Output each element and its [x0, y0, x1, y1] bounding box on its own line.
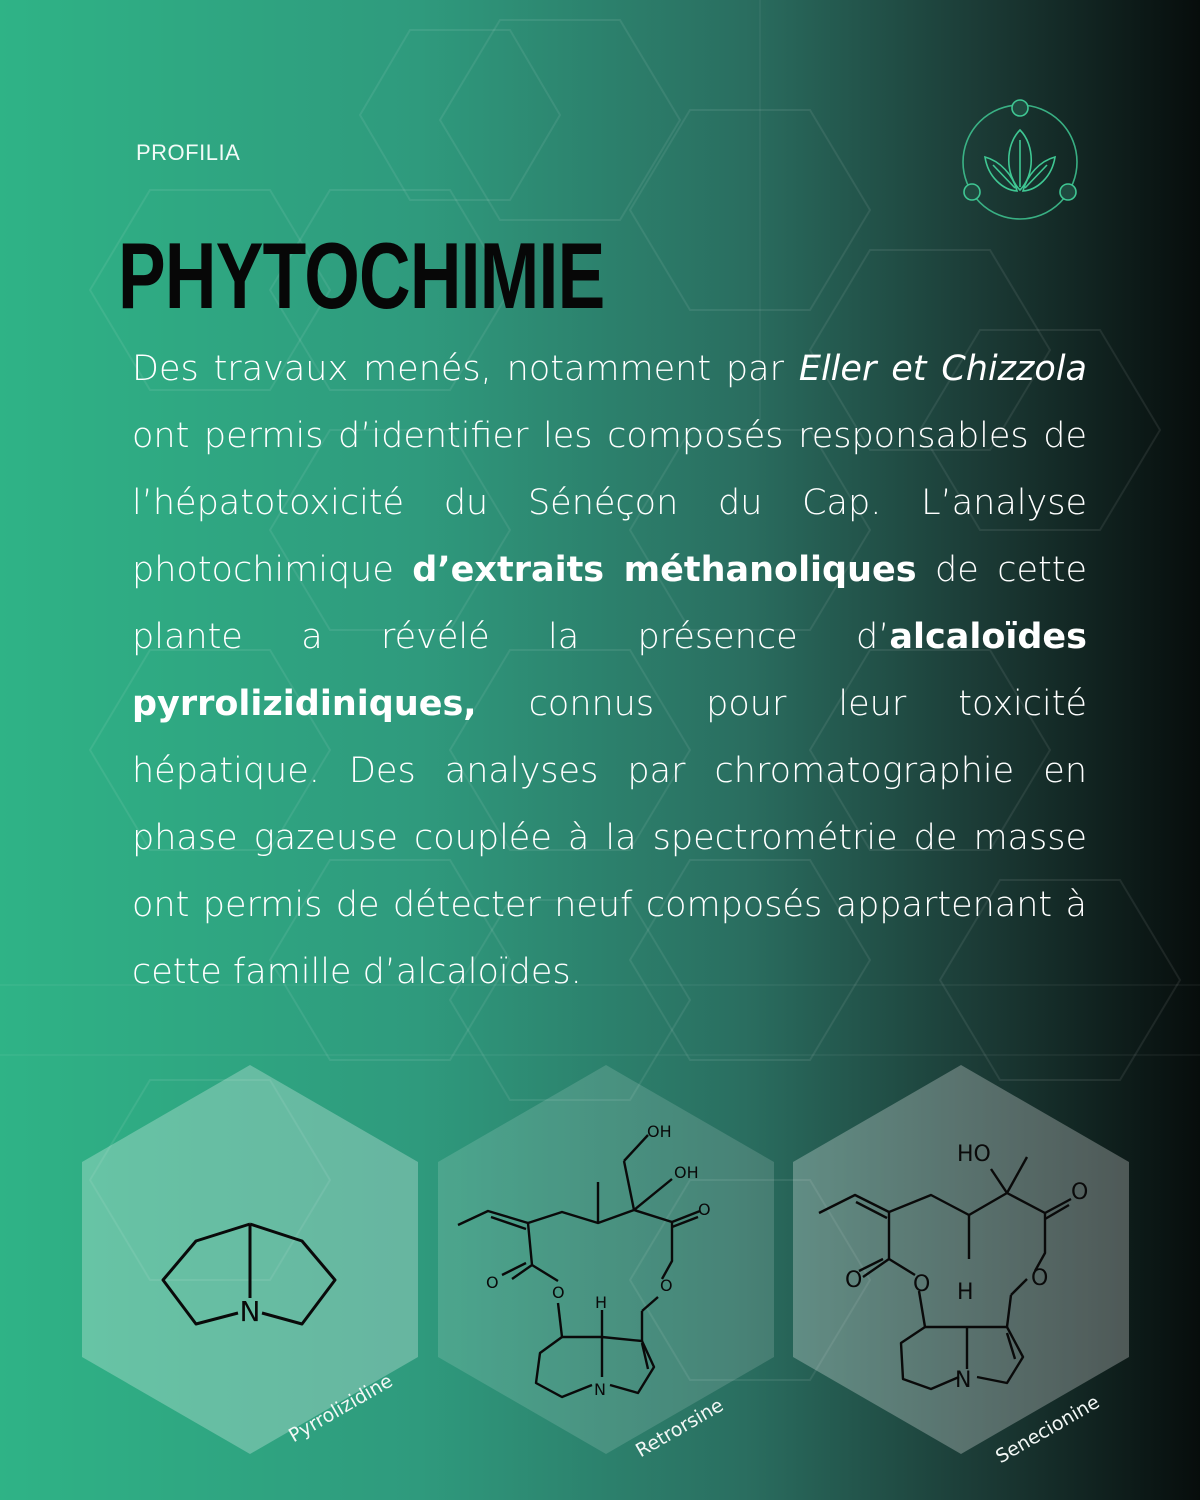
paragraph-text: Des travaux menés, notamment par	[132, 349, 799, 389]
oxygen-label: O	[1031, 1266, 1049, 1291]
oxygen-label: O	[698, 1200, 711, 1219]
paragraph-italic-authors: Eller et Chizzola	[798, 349, 1087, 389]
molecule-caption-retrorsine: Retrorsine	[632, 1394, 728, 1462]
oxygen-label: O	[552, 1283, 565, 1302]
hydrogen-label: H	[595, 1293, 608, 1312]
oh-label: OH	[674, 1163, 699, 1182]
molecule-caption-senecionine: Senecionine	[992, 1391, 1104, 1468]
nitrogen-label: N	[594, 1380, 606, 1399]
paragraph-bold-extracts: d’extraits méthanoliques	[412, 550, 917, 590]
oxygen-label: O	[913, 1272, 931, 1297]
nitrogen-label: N	[239, 1295, 261, 1328]
paragraph-bold-alkaloids: alcaloïdes pyrrolizidiniques,	[132, 617, 1087, 724]
paragraph-text: de cette plante a révélé la présence d’	[132, 550, 1087, 657]
retrorsine-molecule-tile	[436, 1065, 776, 1455]
ho-label: HO	[957, 1142, 991, 1167]
molecule-caption-pyrrolizidine: Pyrrolizidine	[285, 1369, 397, 1447]
leaf-logo-icon	[955, 95, 1085, 225]
paragraph-text: ont permis d’identifier les composés responsables de l’hépatotoxicité du Sénéçon du Cap. L’analyse photochimique	[132, 416, 1087, 590]
oh-label: OH	[647, 1122, 672, 1141]
oxygen-label: O	[845, 1268, 863, 1293]
oxygen-label: O	[660, 1276, 673, 1295]
body-paragraph	[132, 336, 1087, 1006]
senecionine-molecule-tile	[791, 1065, 1131, 1455]
hydrogen-label: H	[957, 1280, 974, 1305]
oxygen-label: O	[1071, 1180, 1089, 1205]
oxygen-label: O	[486, 1273, 499, 1292]
page-title: PHYTOCHIMIE	[118, 223, 605, 328]
paragraph-text: connus pour leur toxicité hépatique. Des analyses par chromatographie en phase gazeuse couplée à la spectrométrie de masse ont permis de détecter neuf composés appartenant à cette famille d’alcaloïdes.	[132, 684, 1087, 992]
brand-name: PROFILIA	[136, 140, 241, 165]
nitrogen-label: N	[955, 1368, 972, 1393]
